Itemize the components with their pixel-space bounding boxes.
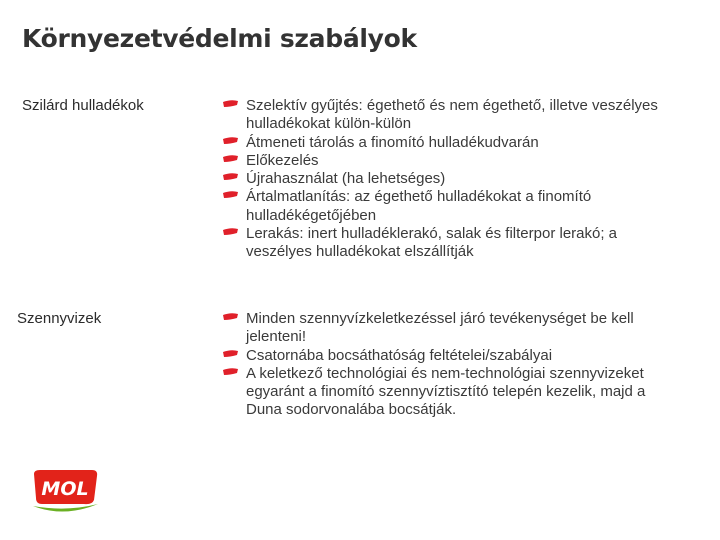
solid-waste-bullet-list bbox=[222, 97, 682, 262]
list-item-text: Szelektív gyűjtés: égethető és nem égethető, illetve veszélyes hulladékokat külön-külön bbox=[246, 97, 658, 133]
list-item bbox=[222, 225, 682, 262]
red-bullet-icon bbox=[222, 191, 239, 199]
list-item-text: Újrahasználat (ha lehetséges) bbox=[246, 170, 446, 188]
list-item bbox=[222, 365, 682, 420]
red-bullet-icon bbox=[222, 100, 239, 108]
list-item bbox=[222, 188, 682, 225]
red-bullet-icon bbox=[222, 350, 239, 358]
section-label-solid-waste: Szilárd hulladékok bbox=[22, 97, 144, 114]
list-item-text: Csatornába bocsáthatóság feltételei/szabályai bbox=[246, 346, 553, 364]
slide-title: Környezetvédelmi szabályok bbox=[22, 24, 417, 53]
logo-green-swoosh bbox=[33, 504, 98, 512]
list-item-text: Minden szennyvízkeletkezéssel járó tevékenységet be kell jelenteni! bbox=[246, 310, 634, 346]
list-item bbox=[222, 310, 682, 347]
list-item bbox=[222, 170, 682, 188]
list-item bbox=[222, 97, 682, 134]
list-item bbox=[222, 152, 682, 170]
list-item-text: Ártalmatlanítás: az égethető hulladékokat a finomító hulladékégetőjében bbox=[246, 188, 592, 224]
logo-text: MOL bbox=[41, 478, 89, 500]
mol-logo bbox=[28, 468, 102, 514]
wastewater-bullet-list bbox=[222, 310, 682, 420]
red-bullet-icon bbox=[222, 173, 239, 181]
list-item-text: Lerakás: inert hulladéklerakó, salak és filterpor lerakó; a veszélyes hulladékokat elszállítják bbox=[246, 225, 618, 261]
list-item-text: Átmeneti tárolás a finomító hulladékudvarán bbox=[246, 133, 539, 151]
red-bullet-icon bbox=[222, 155, 239, 163]
red-bullet-icon bbox=[222, 228, 239, 236]
red-bullet-icon bbox=[222, 313, 239, 321]
list-item-text: Előkezelés bbox=[246, 151, 319, 169]
list-item-text: A keletkező technológiai és nem-technológiai szennyvizeket egyaránt a finomító szennyvíztisztító telepén kezelik, majd a Duna sodorvonalába bocsátják. bbox=[246, 364, 646, 419]
list-item bbox=[222, 134, 682, 152]
red-bullet-icon bbox=[222, 137, 239, 145]
section-label-wastewater: Szennyvizek bbox=[17, 310, 102, 327]
list-item bbox=[222, 347, 682, 365]
red-bullet-icon bbox=[222, 368, 239, 376]
